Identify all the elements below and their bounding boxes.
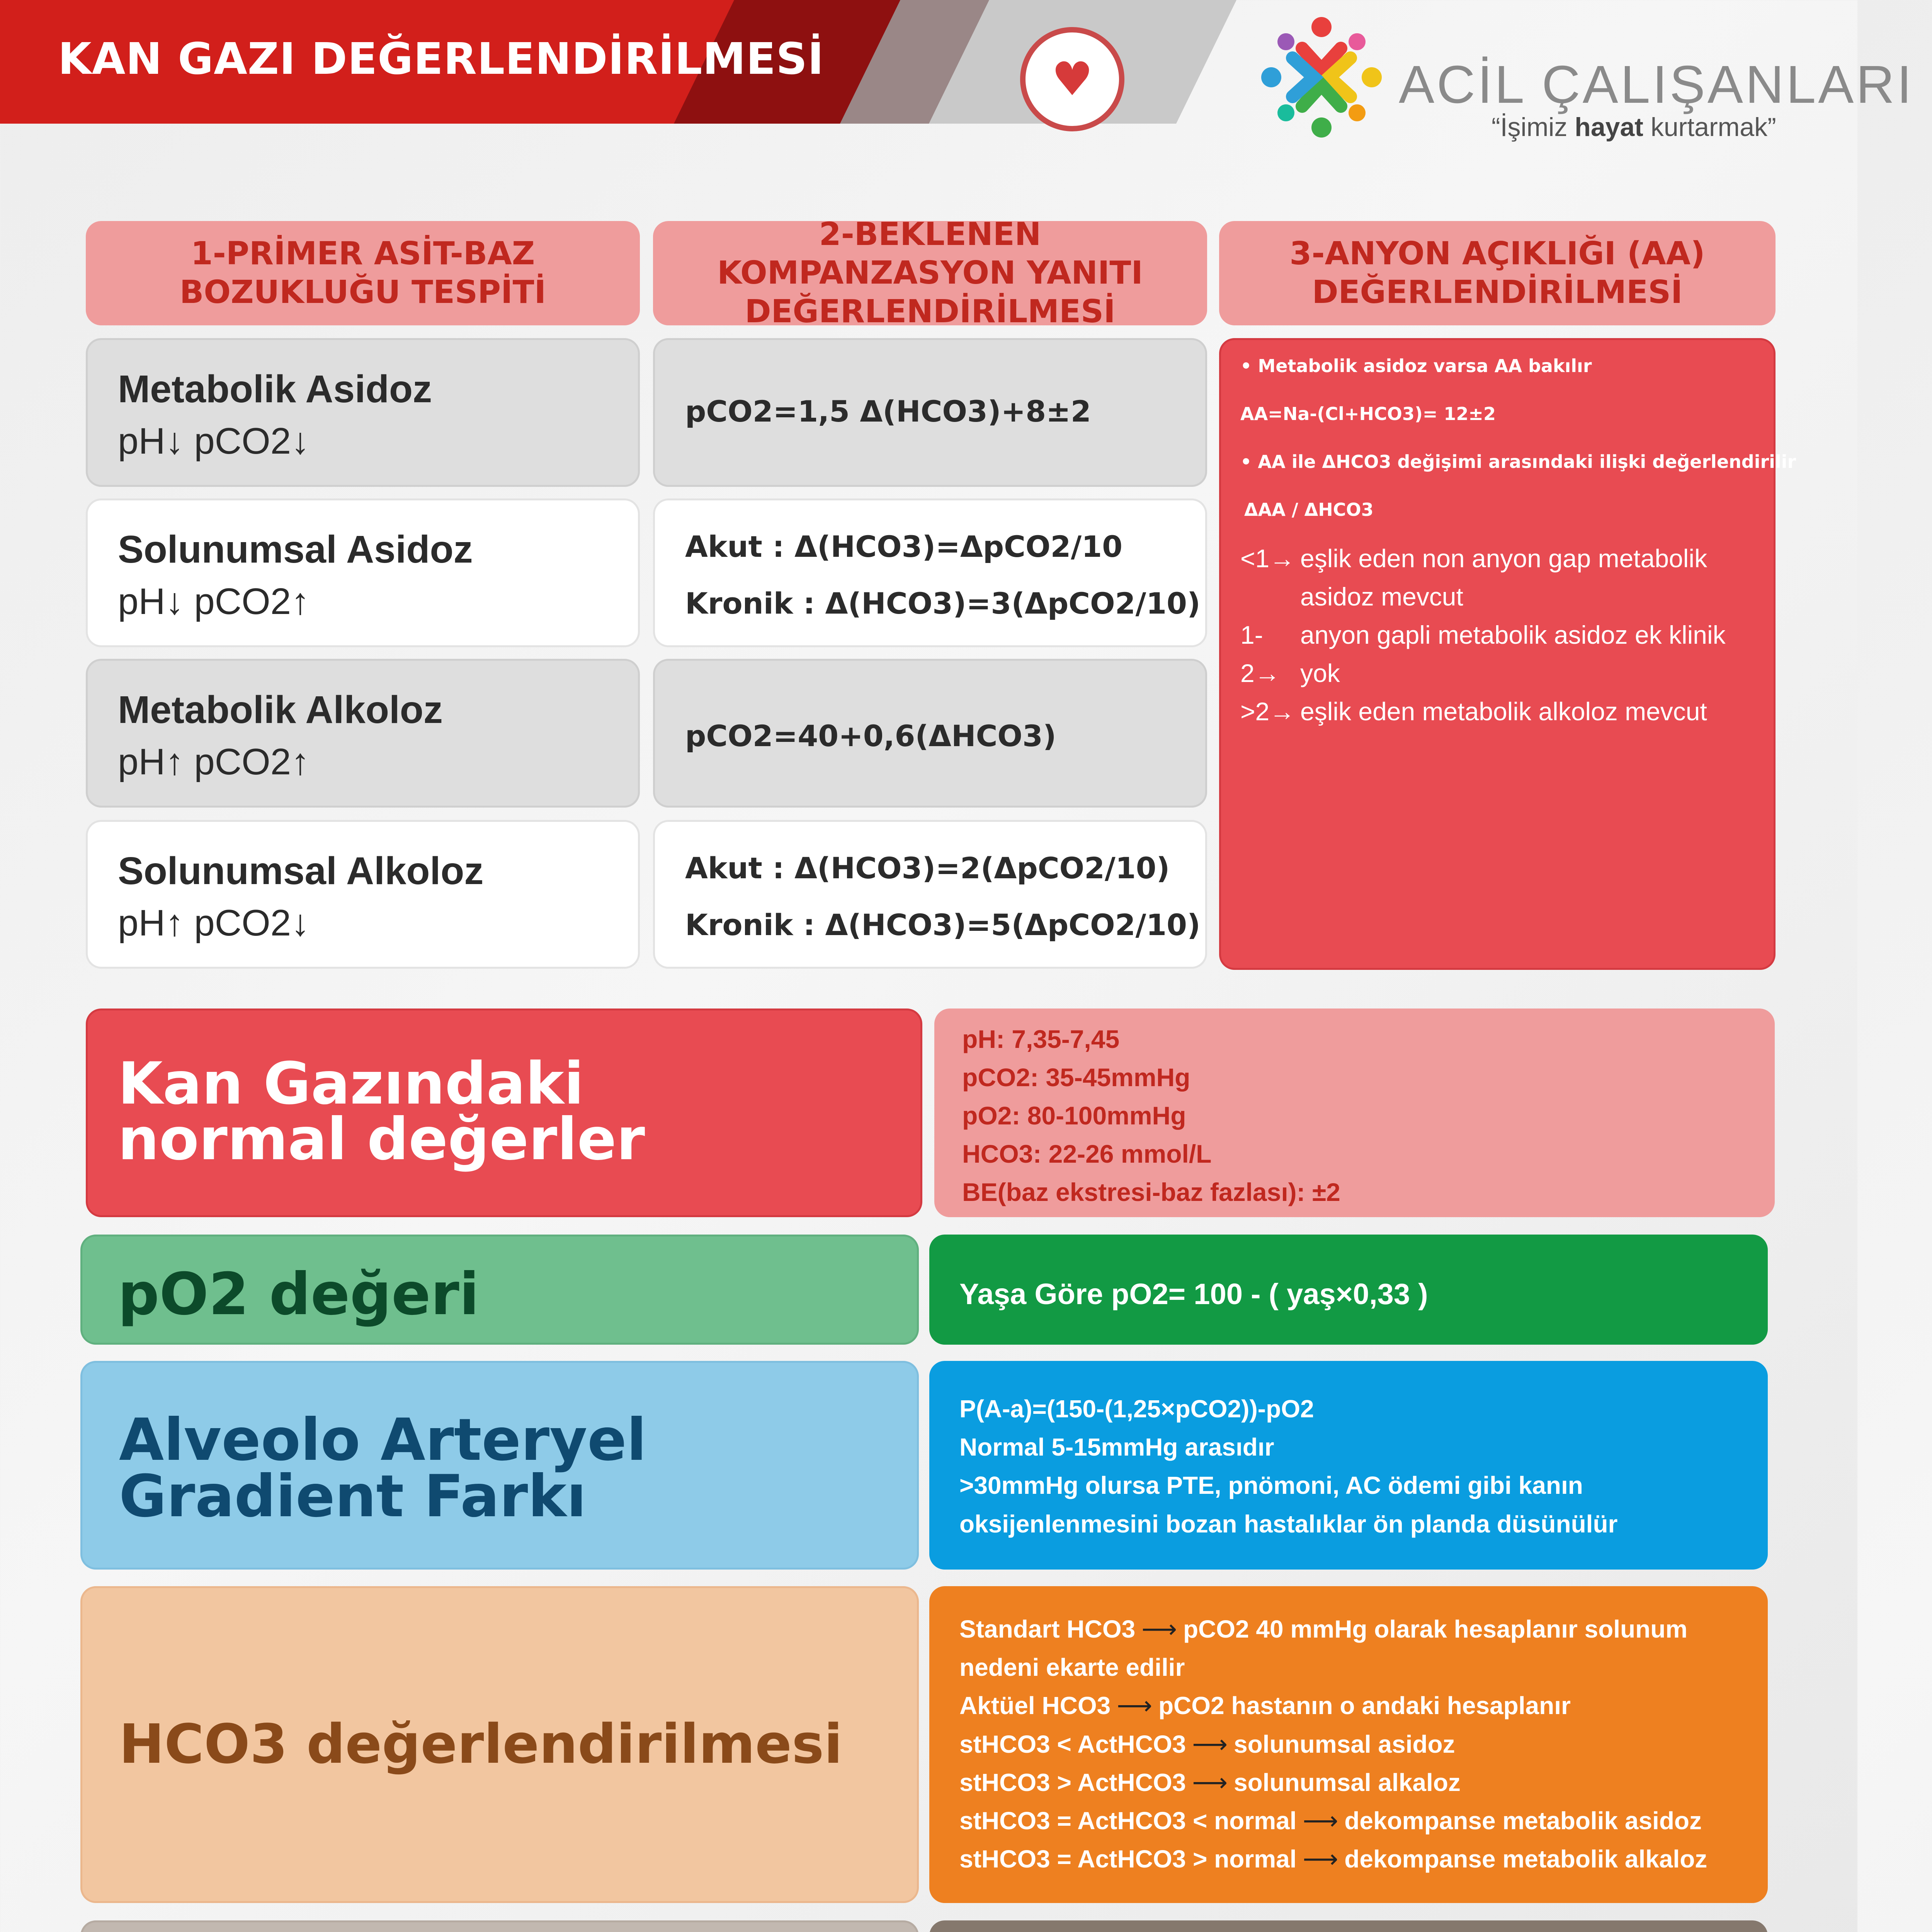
compensation-card (653, 820, 1207, 969)
arrow-icon: ⟶ (1117, 1692, 1152, 1720)
aa-gradient-line: Normal 5-15mmHg arasıdır (959, 1433, 1274, 1461)
normal-values-subtitle: normal değerler (118, 1106, 645, 1173)
disorder-card (86, 498, 640, 647)
compensation-acute: Akut : Δ(HCO3)=ΔpCO2/10 (685, 529, 1122, 564)
normal-value-line: pH: 7,35-7,45 (962, 1025, 1120, 1053)
arrow-icon: ⟶ (1192, 1730, 1228, 1758)
be-title-card (80, 1920, 919, 1932)
anion-gap-rule: >2→ eşlik eden metabolik alkoloz mevcut (1240, 697, 1707, 726)
normal-value-line: HCO3: 22-26 mmol/L (962, 1139, 1212, 1168)
aa-gradient-card (929, 1361, 1768, 1570)
normal-values-title-card (86, 1009, 922, 1217)
hco3-row: stHCO3 = ActHCO3 > normal ⟶ dekompanse metabolik alkaloz (959, 1840, 1768, 1878)
aa-gradient-title-card (80, 1361, 919, 1570)
compensation-formula: pCO2=1,5 Δ(HCO3)+8±2 (685, 394, 1091, 429)
disorder-symptoms: pH↑ pCO2↑ (118, 741, 310, 782)
hco3-title: HCO3 değerlendirilmesi (119, 1713, 843, 1776)
anion-gap-bullet: • Metabolik asidoz varsa AA bakılır (1240, 355, 1592, 376)
disorder-name: Solunumsal Alkoloz (118, 849, 484, 893)
be-card (929, 1920, 1768, 1932)
col1-header: 1-PRİMER ASİT-BAZ BOZUKLUĞU TESPİTİ (86, 221, 640, 325)
po2-title-card (80, 1235, 919, 1345)
col3-header: 3-ANYON AÇIKLIĞI (AA) DEĞERLENDİRİLMESİ (1219, 221, 1776, 325)
anion-gap-bullet: • AA ile ΔHCO3 değişimi arasındaki ilişki değerlendirilir (1240, 451, 1796, 472)
disorder-symptoms: pH↑ pCO2↓ (118, 902, 310, 944)
disorder-name: Metabolik Alkoloz (118, 688, 443, 731)
po2-formula: Yaşa Göre pO2= 100 - ( yaş×0,33 ) (959, 1278, 1428, 1311)
anion-gap-rule: 1-2→ anyon gapli metabolik asidoz ek klinik yok (1240, 621, 1726, 687)
anion-gap-card (1219, 338, 1796, 970)
anion-gap-rule: <1→ eşlik eden non anyon gap metabolik asidoz mevcut (1240, 544, 1708, 611)
brand-name: ACİL ÇALIŞANLARI (1399, 55, 1914, 114)
normal-value-line: pCO2: 35-45mmHg (962, 1063, 1190, 1092)
hco3-row: nedeni ekarte edilir (959, 1653, 1185, 1682)
po2-card (929, 1235, 1768, 1345)
aa-gradient-line: >30mmHg olursa PTE, pnömoni, AC ödemi gibi kanın (959, 1471, 1583, 1500)
disorder-card (86, 338, 640, 487)
disorder-card (86, 820, 640, 969)
arrow-icon: ⟶ (1303, 1806, 1338, 1835)
compensation-chronic: Kronik : Δ(HCO3)=5(ΔpCO2/10) (685, 908, 1201, 942)
aa-gradient-line: P(A-a)=(150-(1,25×pCO2))-pO2 (959, 1395, 1314, 1423)
normal-value-line: pO2: 80-100mmHg (962, 1101, 1186, 1130)
heart-hands-icon: ♥ (1020, 27, 1124, 131)
arrow-icon: ⟶ (1141, 1615, 1177, 1643)
anion-gap-ratio: ΔAA / ΔHCO3 (1244, 499, 1374, 520)
compensation-chronic: Kronik : Δ(HCO3)=3(ΔpCO2/10) (685, 586, 1201, 621)
aa-gradient-title: Alveolo Arteryel (119, 1406, 647, 1474)
normal-value-line: BE(baz ekstresi-baz fazlası): ±2 (962, 1178, 1340, 1206)
logo-icon (1256, 12, 1387, 143)
hco3-card (929, 1586, 1768, 1903)
page-title: KAN GAZI DEĞERLENDİRİLMESİ (58, 34, 824, 84)
arrow-icon: ⟶ (1303, 1845, 1338, 1873)
compensation-card (653, 338, 1207, 487)
aa-gradient-subtitle: Gradient Farkı (119, 1463, 587, 1530)
disorder-symptoms: pH↓ pCO2↓ (118, 420, 310, 462)
disorder-card (86, 659, 640, 808)
anion-gap-formula: AA=Na-(Cl+HCO3)= 12±2 (1240, 403, 1496, 424)
compensation-formula: pCO2=40+0,6(ΔHCO3) (685, 719, 1056, 753)
normal-values-card (934, 1009, 1775, 1217)
hco3-row: Standart HCO3 ⟶ pCO2 40 mmHg olarak hesaplanır solunum (959, 1610, 1768, 1648)
anion-gap-rules (1240, 539, 1754, 731)
aa-gradient-line: oksijenlenmesini bozan hastalıklar ön planda düsünülür (959, 1510, 1618, 1538)
hco3-row: Aktüel HCO3 ⟶ pCO2 hastanın o andaki hesaplanır (959, 1687, 1768, 1725)
disorder-name: Metabolik Asidoz (118, 367, 432, 411)
disorder-name: Solunumsal Asidoz (118, 528, 473, 571)
disorder-symptoms: pH↓ pCO2↑ (118, 581, 310, 622)
arrow-icon: ⟶ (1192, 1768, 1228, 1796)
hco3-row: stHCO3 > ActHCO3 ⟶ solunumsal alkaloz (959, 1764, 1768, 1802)
hco3-row: stHCO3 < ActHCO3 ⟶ solunumsal asidoz (959, 1725, 1768, 1764)
normal-values-title: Kan Gazındaki (118, 1050, 584, 1117)
compensation-acute: Akut : Δ(HCO3)=2(ΔpCO2/10) (685, 851, 1170, 885)
col2-header: 2-BEKLENEN KOMPANZASYON YANITI DEĞERLENDİRİLMESİ (653, 221, 1207, 325)
brand-slogan: “İşimiz hayat kurtarmak” (1492, 112, 1776, 142)
compensation-card (653, 498, 1207, 647)
compensation-card (653, 659, 1207, 808)
po2-title: pO2 değeri (118, 1261, 480, 1328)
hco3-title-card (80, 1586, 919, 1903)
hco3-row: stHCO3 = ActHCO3 < normal ⟶ dekompanse metabolik asidoz (959, 1802, 1768, 1840)
